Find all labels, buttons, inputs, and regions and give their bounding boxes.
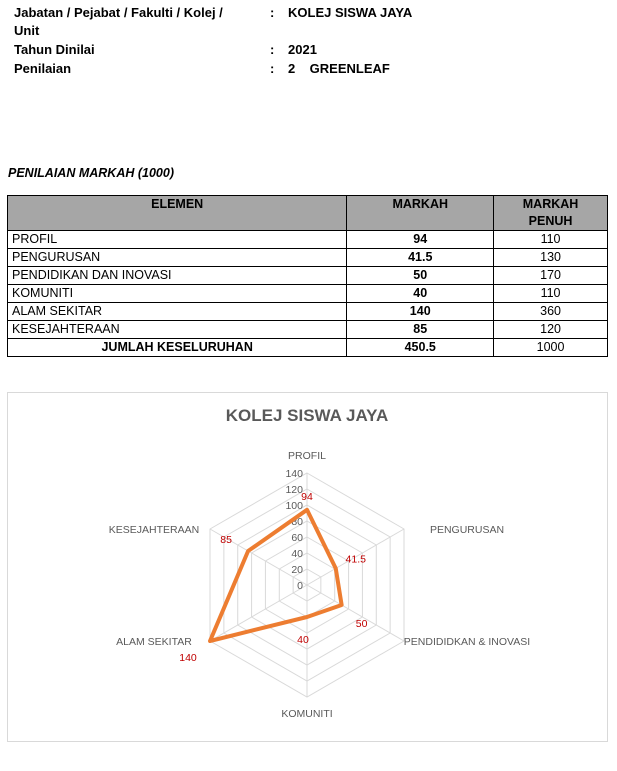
info-value-tahun: 2021 — [288, 42, 317, 57]
category-label: PENDIDIDKAN & INOVASI — [403, 636, 531, 648]
tick-label: 0 — [297, 580, 303, 592]
cell-penuh: 110 — [494, 231, 608, 249]
category-label: ALAM SEKITAR — [116, 636, 192, 648]
cell-markah: 41.5 — [347, 249, 494, 267]
category-label: KOMUNITI — [281, 708, 333, 720]
radar-chart-svg — [8, 393, 607, 741]
cell-penuh: 360 — [494, 303, 608, 321]
info-label-penilaian: Penilaian — [14, 61, 72, 76]
cell-penuh: 170 — [494, 267, 608, 285]
radar-chart — [7, 392, 608, 742]
grid-spoke — [210, 585, 307, 641]
cell-penuh: 120 — [494, 321, 608, 339]
data-label: 41.5 — [345, 553, 366, 566]
info-label-jabatan: Jabatan / Pejabat / Fakulti / Kolej / Unit — [14, 5, 223, 38]
total-penuh: 1000 — [494, 339, 608, 357]
info-colon: : — [270, 5, 275, 20]
cell-elemen: PROFIL — [8, 231, 347, 249]
cell-penuh: 130 — [494, 249, 608, 267]
category-label: PROFIL — [288, 450, 326, 462]
cell-elemen: PENDIDIKAN DAN INOVASI — [8, 267, 347, 285]
data-label: 85 — [220, 534, 232, 546]
tick-label: 60 — [291, 532, 303, 544]
tick-label: 20 — [291, 564, 303, 576]
cell-markah: 50 — [347, 267, 494, 285]
info-colon: : — [270, 42, 275, 57]
tick-label: 40 — [291, 548, 303, 560]
table-total-row — [8, 339, 608, 357]
header-markah: MARKAH — [347, 196, 494, 231]
table-row — [8, 285, 608, 303]
table-row — [8, 303, 608, 321]
cell-elemen: KESEJAHTERAAN — [8, 321, 347, 339]
table-row — [8, 321, 608, 339]
cell-elemen: ALAM SEKITAR — [8, 303, 347, 321]
tick-label: 140 — [285, 468, 303, 480]
table-header-row — [8, 196, 608, 231]
data-label: 94 — [301, 490, 313, 503]
table-row — [8, 249, 608, 267]
marks-table — [7, 195, 608, 357]
tick-label: 80 — [291, 516, 303, 528]
total-markah: 450.5 — [347, 339, 494, 357]
data-label: 50 — [355, 618, 368, 630]
header-elemen: ELEMEN — [8, 196, 347, 231]
cell-elemen: KOMUNITI — [8, 285, 347, 303]
tick-label: 120 — [285, 484, 303, 496]
cell-markah: 94 — [347, 231, 494, 249]
data-label: 140 — [179, 652, 197, 664]
data-label: 40 — [297, 634, 309, 646]
cell-markah: 85 — [347, 321, 494, 339]
header-markah-penuh: MARKAH PENUH — [494, 196, 608, 231]
section-title: PENILAIAN MARKAH (1000) — [8, 166, 174, 180]
table-row — [8, 231, 608, 249]
info-label-tahun: Tahun Dinilai — [14, 42, 95, 57]
cell-markah: 40 — [347, 285, 494, 303]
table-row — [8, 267, 608, 285]
chart-title: KOLEJ SISWA JAYA — [225, 406, 389, 425]
cell-markah: 140 — [347, 303, 494, 321]
info-value-jabatan: KOLEJ SISWA JAYA — [288, 5, 413, 20]
cell-penuh: 110 — [494, 285, 608, 303]
tick-label: 100 — [285, 500, 303, 512]
category-label: KESEJAHTERAAN — [108, 524, 200, 536]
info-colon: : — [270, 61, 275, 76]
cell-elemen: PENGURUSAN — [8, 249, 347, 267]
total-label: JUMLAH KESELURUHAN — [8, 339, 347, 357]
category-label: PENGURUSAN — [429, 524, 505, 536]
info-value-penilaian: 2 GREENLEAF — [288, 61, 390, 76]
